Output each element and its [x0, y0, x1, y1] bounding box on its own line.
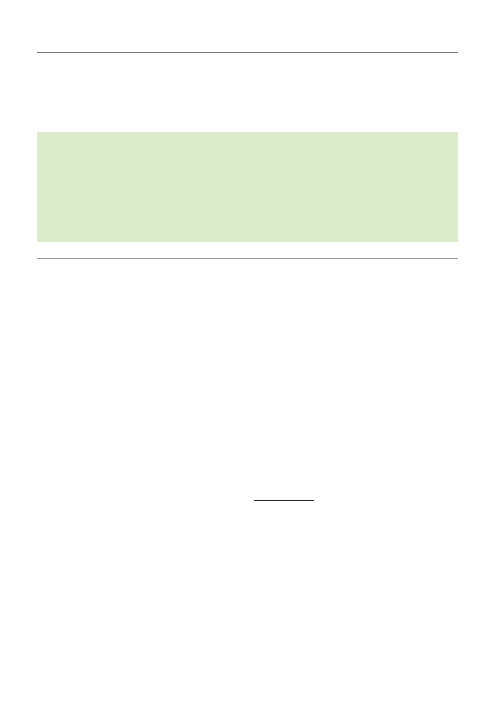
affiliation-rule [254, 500, 314, 501]
header-divider [37, 52, 458, 53]
keywords-divider [37, 258, 458, 259]
abstract-box [37, 132, 458, 242]
